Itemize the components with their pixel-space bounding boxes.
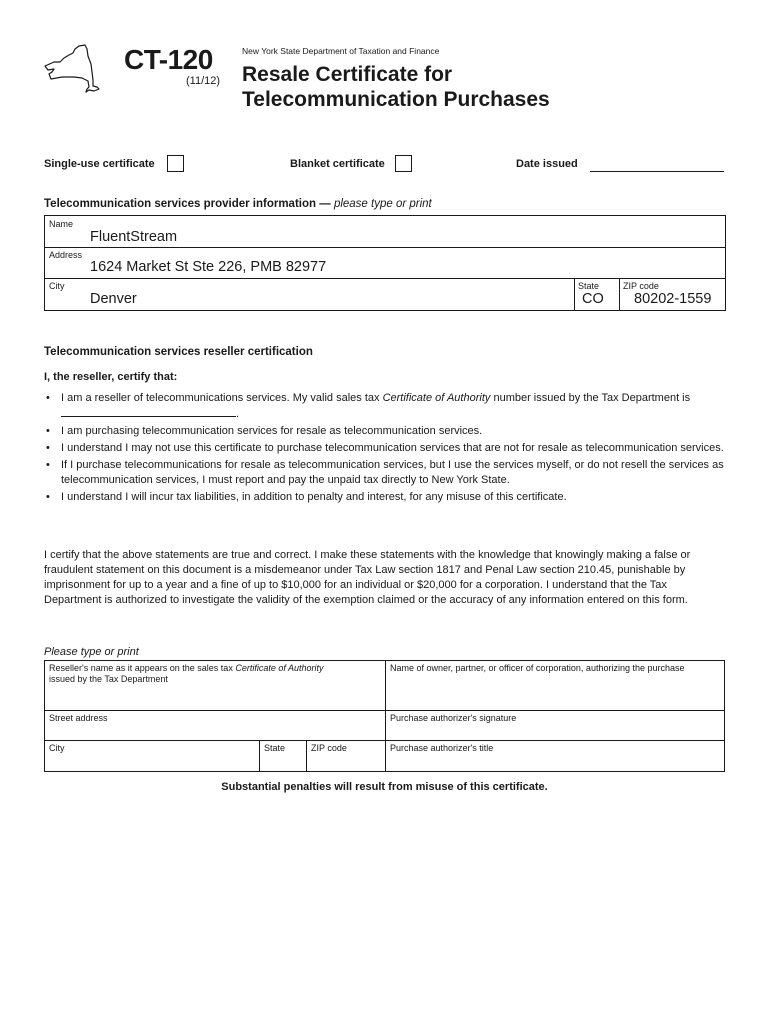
penalty-warning: Substantial penalties will result from misuse of this certificate. xyxy=(221,781,548,793)
form-code: CT-120 xyxy=(124,44,213,75)
form-revision: (11/12) xyxy=(186,75,221,87)
certification-statement: I certify that the above statements are true and correct. I make these statements with the knowledge that knowingly making a false or fraudulent statement on this document is a misdemeanor under Tax Law section 1817 and Penal Law section 210.45, punishable by imprisonment for up to a year and a fine of up to $10,000 for an individual or $20,000 for a corporation. I understand that the Tax Department is authorized to investigate the validity of the exemption claimed or the accuracy of any information entered on this form. xyxy=(44,549,691,606)
provider-address-field[interactable]: 1624 Market St Ste 226, PMB 82977 xyxy=(90,259,327,275)
reseller-section-title: Telecommunication services reseller certification xyxy=(44,346,313,358)
list-item: • I am a reseller of telecommunications services. My valid sales tax Certificate of Authority number issued by the Tax Department is . xyxy=(46,391,726,422)
owner-name-label: Name of owner, partner, or officer of corporation, authorizing the purchase xyxy=(390,663,685,673)
department-name: New York State Department of Taxation and Finance xyxy=(242,46,440,56)
provider-zip-label: ZIP code xyxy=(623,281,659,291)
reseller-zip-field[interactable] xyxy=(307,741,386,772)
reseller-name-field[interactable] xyxy=(45,661,386,711)
provider-city-field[interactable]: Denver xyxy=(90,291,137,307)
authorizer-signature-label: Purchase authorizer's signature xyxy=(390,713,517,723)
page-title xyxy=(242,62,642,112)
provider-section-title xyxy=(44,198,432,210)
blanket-label: Blanket certificate xyxy=(290,158,385,170)
provider-city-label: City xyxy=(49,281,65,291)
reseller-name-label: Reseller's name as it appears on the sales tax Certificate of Authority issued by the Tax Department xyxy=(49,663,324,684)
certification-bullets xyxy=(46,391,726,507)
reseller-zip-label: ZIP code xyxy=(311,743,347,753)
list-item: • I am purchasing telecommunication services for resale as telecommunication services. xyxy=(46,424,726,439)
provider-name-field[interactable]: FluentStream xyxy=(90,229,178,245)
list-item: • I understand I may not use this certificate to purchase telecommunication services that are not for resale as telecommunication services. xyxy=(46,441,726,456)
certify-intro: I, the reseller, certify that: xyxy=(44,371,178,383)
reseller-city-field[interactable] xyxy=(45,741,260,772)
signature-table xyxy=(44,660,725,772)
reseller-state-label: State xyxy=(264,743,286,753)
certificate-of-authority-number-field[interactable] xyxy=(61,406,236,417)
provider-section-hint: please type or print xyxy=(333,198,432,210)
single-use-label: Single-use certificate xyxy=(44,158,155,170)
date-issued-label: Date issued xyxy=(516,158,578,170)
title-line-2: Telecommunication Purchases xyxy=(242,88,550,111)
new-york-state-logo xyxy=(44,44,100,94)
provider-state-field[interactable]: CO xyxy=(582,291,604,307)
new-york-state-outline-icon xyxy=(44,44,100,94)
reseller-city-label: City xyxy=(49,743,65,753)
blanket-checkbox[interactable] xyxy=(395,155,412,172)
provider-zip-field[interactable]: 80202-1559 xyxy=(634,291,712,307)
list-item: • I understand I will incur tax liabilities, in addition to penalty and interest, for any misuse of this certificate. xyxy=(46,490,726,505)
provider-section-heading: Telecommunication services provider information — xyxy=(44,198,331,210)
authorizer-title-label: Purchase authorizer's title xyxy=(390,743,494,753)
authorizer-title-field[interactable] xyxy=(386,741,725,772)
provider-info-box xyxy=(44,215,726,311)
date-issued-field[interactable] xyxy=(590,159,724,172)
provider-name-label: Name xyxy=(49,219,74,229)
authorizer-signature-field[interactable] xyxy=(386,711,725,741)
title-line-1: Resale Certificate for xyxy=(242,63,453,86)
street-address-field[interactable] xyxy=(45,711,386,741)
provider-address-label: Address xyxy=(49,250,83,260)
owner-name-field[interactable] xyxy=(386,661,725,711)
list-item: • If I purchase telecommunications for resale as telecommunication services, but I use the services myself, or do not resell the services as telecommunication services, I must report and pay the unpaid tax directly to New York State. xyxy=(46,458,726,488)
provider-state-label: State xyxy=(578,281,600,291)
reseller-state-field[interactable] xyxy=(260,741,307,772)
signature-section-hint: Please type or print xyxy=(44,646,139,658)
street-address-label: Street address xyxy=(49,713,108,723)
single-use-checkbox[interactable] xyxy=(167,155,184,172)
